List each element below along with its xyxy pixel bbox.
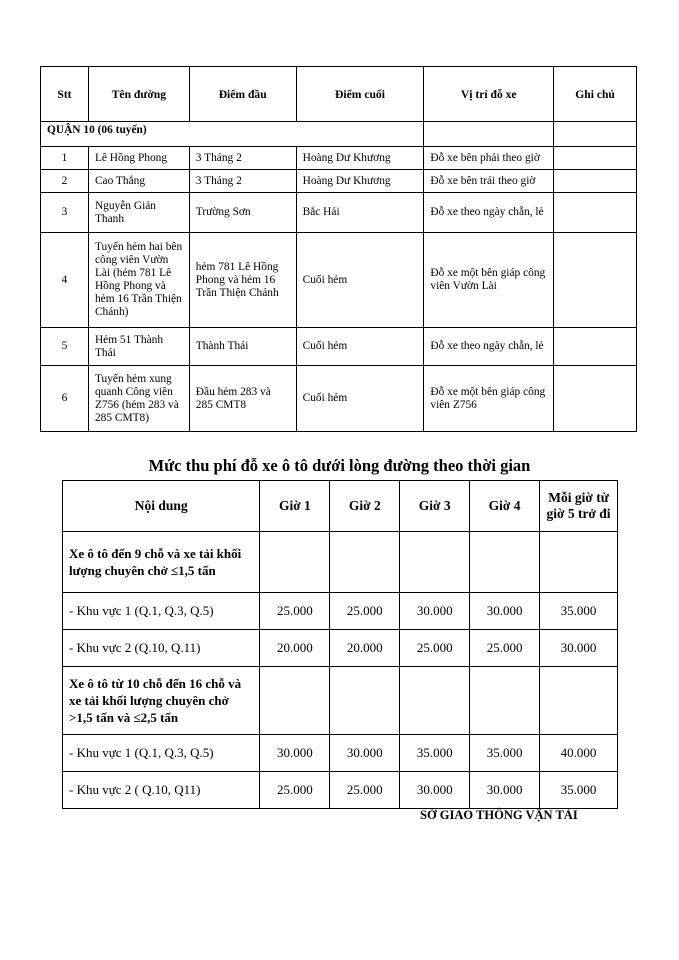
fee-row — [63, 630, 618, 667]
fee-cell: 30.000 — [540, 630, 618, 667]
vehicle-group-label: Xe ô tô từ 10 chỗ đến 16 chỗ và xe tải khối lượng chuyên chở >1,5 tấn và ≤2,5 tấn — [63, 667, 260, 735]
empty-cell — [330, 667, 400, 735]
fee-table-header-row — [63, 481, 618, 532]
street-cell: Tuyến hẻm hai bên công viên Vườn Lài (hẻm 781 Lê Hồng Phong và hẻm 16 Trần Thiện Chánh) — [88, 233, 189, 328]
empty-cell — [260, 532, 330, 593]
area-cell: - Khu vực 1 (Q.1, Q.3, Q.5) — [63, 735, 260, 772]
district-row — [41, 122, 637, 147]
empty-cell — [540, 667, 618, 735]
end-cell: Cuối hẻm — [296, 233, 424, 328]
table-row — [41, 233, 637, 328]
fee-cell: 30.000 — [400, 772, 470, 809]
table-row — [41, 170, 637, 193]
fee-cell: 30.000 — [330, 735, 400, 772]
note-cell — [554, 193, 637, 233]
empty-cell — [330, 532, 400, 593]
area-cell: - Khu vực 1 (Q.1, Q.3, Q.5) — [63, 593, 260, 630]
parking-cell: Đỗ xe bên phải theo giờ — [424, 147, 554, 170]
parking-cell: Đỗ xe bên trái theo giờ — [424, 170, 554, 193]
table-row — [41, 193, 637, 233]
empty-cell — [260, 667, 330, 735]
fee-row — [63, 772, 618, 809]
fee-cell: 40.000 — [540, 735, 618, 772]
stt-cell: 2 — [41, 170, 89, 193]
start-cell: 3 Tháng 2 — [189, 170, 296, 193]
fee-cell: 35.000 — [540, 593, 618, 630]
note-cell — [554, 147, 637, 170]
header-start-point: Điểm đầu — [189, 67, 296, 122]
fee-cell: 35.000 — [540, 772, 618, 809]
parking-cell: Đỗ xe một bên giáp công viên Z756 — [424, 366, 554, 432]
street-cell: Tuyến hẻm xung quanh Công viên Z756 (hẻm 283 và 285 CMT8) — [88, 366, 189, 432]
note-cell — [554, 366, 637, 432]
fee-cell: 30.000 — [470, 593, 540, 630]
fee-row — [63, 593, 618, 630]
empty-cell — [400, 667, 470, 735]
signature-department: SỞ GIAO THÔNG VẬN TẢI — [420, 808, 578, 822]
note-cell — [554, 170, 637, 193]
start-cell: 3 Tháng 2 — [189, 147, 296, 170]
header-hour-4: Giờ 4 — [470, 481, 540, 532]
start-cell: Thành Thái — [189, 328, 296, 366]
fee-cell: 30.000 — [400, 593, 470, 630]
header-street-name: Tên đường — [88, 67, 189, 122]
fee-cell: 20.000 — [260, 630, 330, 667]
fee-cell: 30.000 — [470, 772, 540, 809]
district-label: QUẬN 10 (06 tuyến) — [41, 122, 424, 147]
empty-cell — [470, 532, 540, 593]
fee-cell: 25.000 — [400, 630, 470, 667]
area-cell: - Khu vực 2 (Q.10, Q.11) — [63, 630, 260, 667]
end-cell: Cuối hẻm — [296, 366, 424, 432]
empty-cell — [400, 532, 470, 593]
area-cell: - Khu vực 2 ( Q.10, Q11) — [63, 772, 260, 809]
vehicle-group-label: Xe ô tô đến 9 chỗ và xe tải khối lượng chuyên chở ≤1,5 tấn — [63, 532, 260, 593]
fee-cell: 25.000 — [260, 772, 330, 809]
parking-fee-table — [62, 480, 618, 809]
parking-cell: Đỗ xe theo ngày chẵn, lẻ — [424, 328, 554, 366]
district-empty-cell — [424, 122, 554, 147]
street-cell: Hẻm 51 Thành Thái — [88, 328, 189, 366]
start-cell: hẻm 781 Lê Hồng Phong và hẻm 16 Trần Thiện Chánh — [189, 233, 296, 328]
stt-cell: 5 — [41, 328, 89, 366]
header-hour-2: Giờ 2 — [330, 481, 400, 532]
parking-cell: Đỗ xe một bên giáp công viên Vườn Lài — [424, 233, 554, 328]
fee-cell: 20.000 — [330, 630, 400, 667]
table-row — [41, 328, 637, 366]
header-hour-1: Giờ 1 — [260, 481, 330, 532]
vehicle-group-row — [63, 667, 618, 735]
header-parking-position: Vị trí đỗ xe — [424, 67, 554, 122]
fee-cell: 25.000 — [330, 593, 400, 630]
header-note: Ghi chú — [554, 67, 637, 122]
end-cell: Hoàng Dư Khương — [296, 170, 424, 193]
parking-cell: Đỗ xe theo ngày chẵn, lẻ — [424, 193, 554, 233]
stt-cell: 6 — [41, 366, 89, 432]
district-empty-cell — [554, 122, 637, 147]
fee-cell: 25.000 — [260, 593, 330, 630]
end-cell: Cuối hẻm — [296, 328, 424, 366]
fee-cell: 30.000 — [260, 735, 330, 772]
fee-cell: 25.000 — [330, 772, 400, 809]
street-parking-table — [40, 66, 637, 432]
header-hour-5-plus: Mỗi giờ từ giờ 5 trở đi — [540, 481, 618, 532]
end-cell: Hoàng Dư Khương — [296, 147, 424, 170]
header-end-point: Điểm cuối — [296, 67, 424, 122]
street-cell: Lê Hồng Phong — [88, 147, 189, 170]
fee-cell: 35.000 — [400, 735, 470, 772]
empty-cell — [470, 667, 540, 735]
fee-row — [63, 735, 618, 772]
street-table-header-row — [41, 67, 637, 122]
vehicle-group-row — [63, 532, 618, 593]
stt-cell: 3 — [41, 193, 89, 233]
stt-cell: 4 — [41, 233, 89, 328]
street-cell: Nguyễn Giản Thanh — [88, 193, 189, 233]
fee-table-title: Mức thu phí đỗ xe ô tô dưới lòng đường theo thời gian — [148, 456, 531, 475]
note-cell — [554, 233, 637, 328]
table-row — [41, 147, 637, 170]
note-cell — [554, 328, 637, 366]
street-cell: Cao Thắng — [88, 170, 189, 193]
table-row — [41, 366, 637, 432]
start-cell: Trường Sơn — [189, 193, 296, 233]
start-cell: Đầu hẻm 283 và 285 CMT8 — [189, 366, 296, 432]
header-stt: Stt — [41, 67, 89, 122]
header-hour-3: Giờ 3 — [400, 481, 470, 532]
header-content: Nội dung — [63, 481, 260, 532]
fee-cell: 25.000 — [470, 630, 540, 667]
empty-cell — [540, 532, 618, 593]
fee-cell: 35.000 — [470, 735, 540, 772]
stt-cell: 1 — [41, 147, 89, 170]
end-cell: Bắc Hải — [296, 193, 424, 233]
